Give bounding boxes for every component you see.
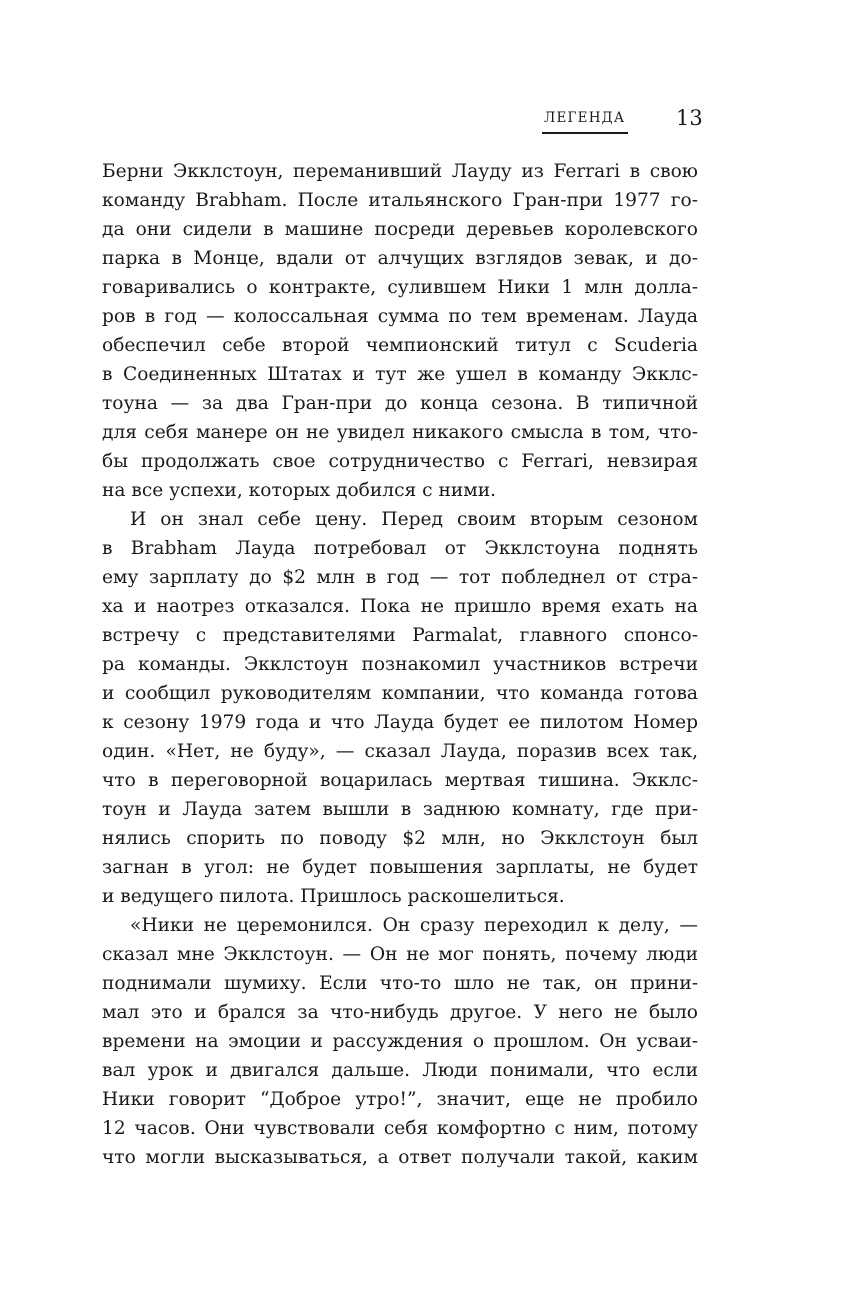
text-line: команду Brabham. После итальянского Гран-при 1977 го- xyxy=(102,190,698,211)
text-line: ра команды. Экклстоун познакомил участников встречи xyxy=(102,654,698,675)
text-line: и сообщил руководителям компании, что команда готова xyxy=(102,683,698,704)
text-line: на все успехи, которых добился с ними. xyxy=(102,480,497,501)
text-line: времени на эмоции и рассуждения о прошлом. Он усваи- xyxy=(102,1031,698,1052)
text-line: сказал мне Экклстоун. — Он не мог понять, почему люди xyxy=(102,944,698,965)
paragraph-3 xyxy=(102,911,698,1172)
text-line: тоун и Лауда затем вышли в заднюю комнату, где при- xyxy=(102,799,698,820)
text-line: обеспечил себе второй чемпионский титул с Scuderia xyxy=(102,335,698,356)
running-title: ЛЕГЕНДА xyxy=(544,110,626,126)
text-line: да они сидели в машине посреди деревьев королевского xyxy=(102,219,698,240)
page-number: 13 xyxy=(676,106,703,130)
text-line: один. «Нет, не буду», — сказал Лауда, поразив всех так, xyxy=(102,741,698,762)
text-line: ха и наотрез отказался. Пока не пришло время ехать на xyxy=(102,596,698,617)
text-line: мал это и брался за что-нибудь другое. У него не было xyxy=(102,1002,698,1023)
body-text xyxy=(102,157,698,1172)
paragraph-2 xyxy=(102,505,698,911)
running-title-underline xyxy=(542,132,628,134)
text-line: поднимали шумиху. Если что-то шло не так, он прини- xyxy=(102,973,698,994)
text-line: «Ники не церемонился. Он сразу переходил к делу, — xyxy=(130,915,698,936)
page-header xyxy=(0,104,844,138)
text-line: нялись спорить по поводу $2 млн, но Экклстоун был xyxy=(102,828,698,849)
text-line: Берни Экклстоун, переманивший Лауду из Ferrari в свою xyxy=(102,161,698,182)
text-line: для себя манере он не увидел никакого смысла в том, что- xyxy=(102,422,698,443)
text-line: ему зарплату до $2 млн в год — тот побледнел от стра- xyxy=(102,567,698,588)
text-line: тоуна — за два Гран-при до конца сезона. В типичной xyxy=(102,393,698,414)
text-line: говаривались о контракте, сулившем Ники 1 млн долла- xyxy=(102,277,698,298)
text-line: Ники говорит “Доброе утро!”, значит, еще не пробило xyxy=(102,1089,698,1110)
text-line: загнан в угол: не будет повышения зарплаты, не будет xyxy=(102,857,698,878)
text-line: встречу с представителями Parmalat, главного спонсо- xyxy=(102,625,698,646)
text-line: к сезону 1979 года и что Лауда будет ее пилотом Номер xyxy=(102,712,698,733)
text-line: в Соединенных Штатах и тут же ушел в команду Экклс- xyxy=(102,364,698,385)
text-line: ров в год — колоссальная сумма по тем временам. Лауда xyxy=(102,306,698,327)
text-line: бы продолжать свое сотрудничество с Ferrari, невзирая xyxy=(102,451,698,472)
text-line: в Brabham Лауда потребовал от Экклстоуна поднять xyxy=(102,538,698,559)
text-line: что в переговорной воцарилась мертвая тишина. Экклс- xyxy=(102,770,698,791)
text-line: что могли высказываться, а ответ получали такой, каким xyxy=(102,1147,698,1168)
text-line: парка в Монце, вдали от алчущих взглядов зевак, и до- xyxy=(102,248,698,269)
text-line: вал урок и двигался дальше. Люди понимали, что если xyxy=(102,1060,698,1081)
text-line: 12 часов. Они чувствовали себя комфортно с ним, потому xyxy=(102,1118,698,1139)
text-line: И он знал себе цену. Перед своим вторым сезоном xyxy=(130,509,698,530)
paragraph-1 xyxy=(102,157,698,505)
text-line: и ведущего пилота. Пришлось раскошелиться. xyxy=(102,886,565,907)
